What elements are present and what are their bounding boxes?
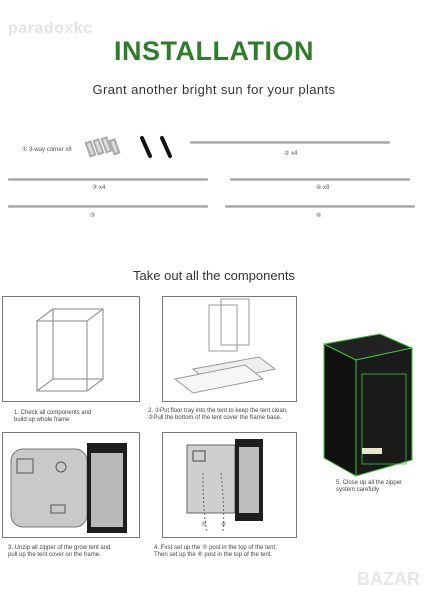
- corner-label: ① 3-way corner x8: [22, 147, 72, 153]
- rod-2-label: ② x4: [284, 151, 298, 157]
- rod-4: [230, 178, 410, 181]
- post-5-label: ⑤: [201, 522, 207, 528]
- step4-panel: [162, 432, 297, 538]
- rod-6-label: ⑥: [316, 213, 322, 219]
- step5-caption: 5. Close up all the zipper system carefully: [336, 480, 403, 493]
- step1-caption: 1. Check all components and build up whole frame: [14, 410, 92, 423]
- step4-caption: 4. First set up the ⑤ post in the top of the tent. Then set up the ⑥ post in the top of the tent.: [154, 545, 277, 558]
- step2-panel: [162, 296, 297, 402]
- rod-5: [8, 205, 208, 208]
- posts-image: [163, 433, 296, 537]
- rod-6: [225, 205, 415, 208]
- step1-panel: [2, 296, 140, 402]
- frame-image: [3, 297, 139, 401]
- rod-4-label: ④ x8: [316, 185, 330, 191]
- closed-tent-image: [318, 330, 418, 480]
- step3-caption: 3. Unzip all zipper of the grow tent and pull up the tent cover on the frame.: [8, 545, 111, 558]
- step2-caption: 2. ①Put floor tray into the tent to keep the tent clean. ②Pull the bottom of the tent cover the frame base.: [148, 408, 288, 421]
- rod-3-label: ③ x4: [92, 185, 106, 191]
- page-title: INSTALLATION: [114, 36, 314, 66]
- post-6-label: ⑥: [221, 522, 227, 528]
- rod-5-label: ⑤: [90, 213, 96, 219]
- rod-3: [8, 178, 208, 181]
- corner-connectors-image: [84, 132, 184, 162]
- watermark-text: paradoxkc: [8, 20, 93, 37]
- rod-2: [190, 141, 390, 144]
- page-subtitle: Grant another bright sun for your plants: [92, 82, 336, 97]
- section-title: Take out all the components: [133, 268, 295, 283]
- floor-tray-image: [163, 297, 296, 401]
- bazar-logo: BAZAR: [357, 569, 420, 589]
- step3-panel: [2, 432, 140, 538]
- unzip-tent-image: [3, 433, 139, 537]
